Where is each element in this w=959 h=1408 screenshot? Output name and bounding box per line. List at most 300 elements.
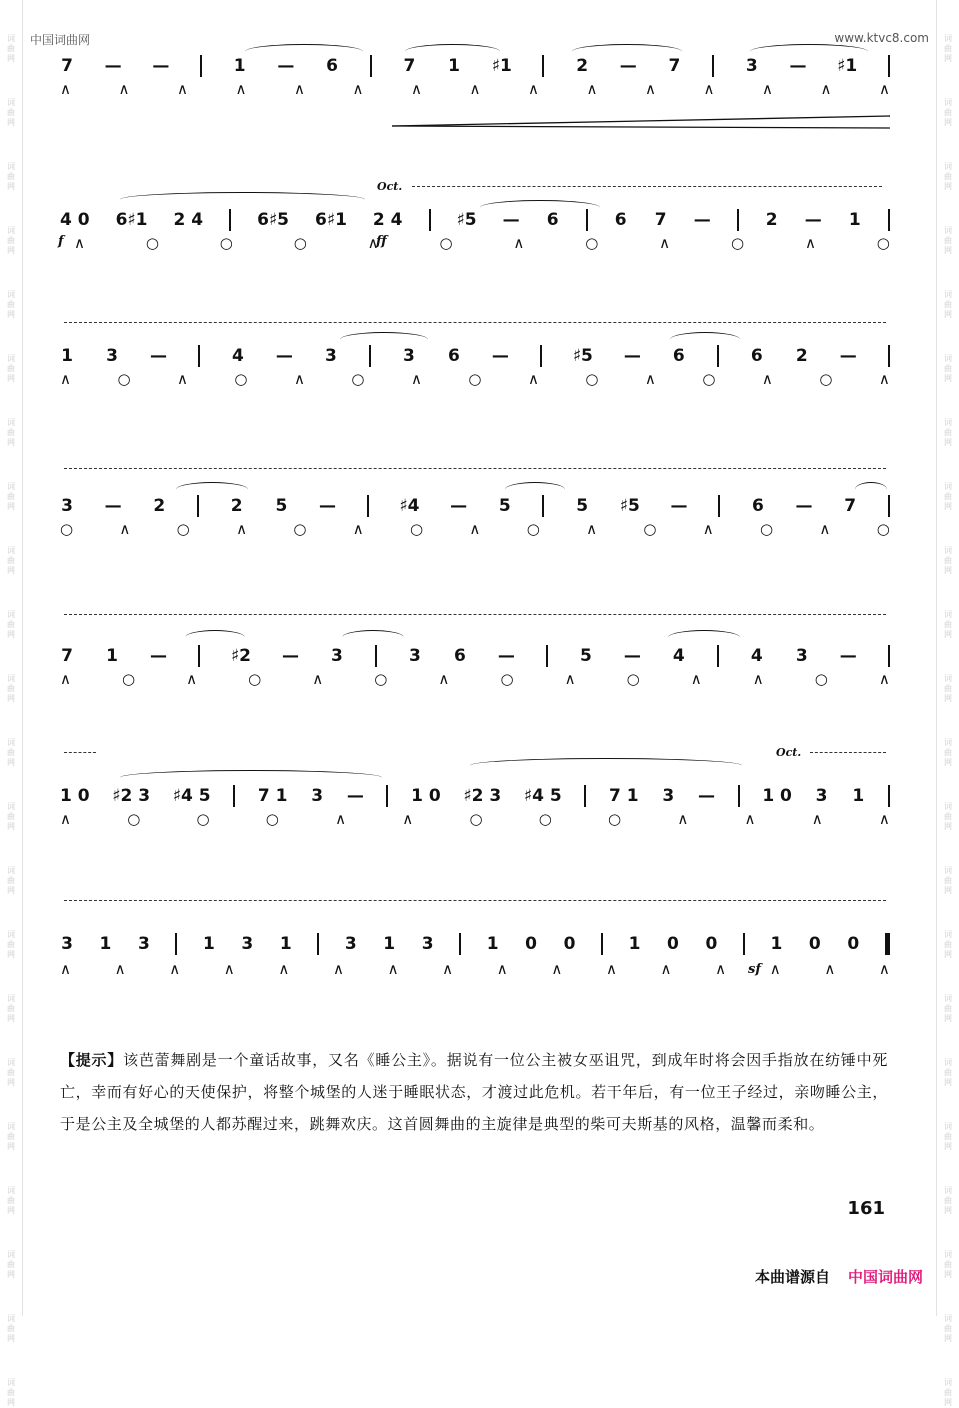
dash-extension: — (152, 56, 170, 76)
tip-text: 该芭蕾舞剧是一个童话故事，又名《睡公主》。据说有一位公主被女巫诅咒，到成年时将会因手指放在纺锤中死亡，幸而有好心的天使保护，将整个城堡的人迷于睡眠状态，才渡过此危机。若干年后，有一位王子经过，亲吻睡公主，于是公主及全城堡的人都苏醒过来，跳舞欢庆。这首圆舞曲的主旋律是典型的柴可夫斯基的风格，温馨而柔和。 (60, 1051, 889, 1133)
dynamic-sforzando: sf (748, 962, 761, 977)
strip-watermark-text: 词 曲 网 (7, 802, 15, 831)
dash-extension: — (497, 646, 515, 666)
note: 1 (628, 934, 641, 954)
open-mark: ○ (814, 670, 828, 688)
dash-extension: — (277, 56, 295, 76)
accent-mark: ∧ (312, 670, 324, 688)
articulation-line (60, 518, 890, 540)
dash-extension: — (623, 646, 641, 666)
open-mark: ○ (876, 520, 890, 538)
note: 2 (153, 496, 166, 516)
note: 1 0 (60, 786, 90, 806)
note: 3 (662, 786, 675, 806)
strip-watermark-text: 词 曲 网 (944, 1058, 952, 1087)
page-number: 161 (847, 1198, 885, 1219)
note: 7 (654, 210, 667, 230)
accent-mark: ∧ (811, 810, 823, 828)
strip-watermark-text: 词 曲 网 (944, 738, 952, 767)
strip-watermark-text: 词 曲 网 (944, 290, 952, 319)
accent-mark: ∧ (528, 80, 539, 98)
open-mark: ○ (643, 520, 657, 538)
octave-dashed-line (64, 752, 96, 753)
dash-extension: — (697, 786, 715, 806)
note: 6 (751, 496, 764, 516)
note-line (60, 342, 890, 370)
strip-watermark-text: 词 曲 网 (7, 354, 15, 383)
strip-watermark-text: 词 曲 网 (944, 1122, 952, 1151)
accent-mark: ∧ (878, 370, 890, 388)
barline (546, 645, 548, 667)
dash-extension: — (789, 56, 807, 76)
accent-mark: ∧ (335, 810, 347, 828)
accent-mark: ∧ (186, 670, 198, 688)
note: 2 (765, 210, 778, 230)
oct-label: Oct. (776, 746, 802, 759)
articulation-line (60, 808, 890, 830)
left-margin-strip (0, 0, 23, 1407)
open-mark: ○ (439, 234, 453, 252)
accent-mark: ∧ (236, 520, 248, 538)
barline (317, 933, 319, 955)
note: ♯4 (399, 496, 420, 516)
accent-mark: ∧ (352, 80, 364, 98)
barline (601, 933, 603, 955)
articulation-line (60, 368, 890, 390)
note: 1 (202, 934, 215, 954)
strip-watermark-text: 词 曲 网 (944, 546, 952, 575)
note: 0 (808, 934, 821, 954)
barline (540, 345, 542, 367)
accent-mark: ∧ (60, 670, 71, 688)
strip-watermark-text: 词 曲 网 (944, 226, 952, 255)
open-mark: ○ (538, 810, 552, 828)
watermark-url: www.ktvc8.com (834, 31, 929, 45)
accent-mark: ∧ (293, 370, 305, 388)
note: 6♯1 (315, 210, 347, 230)
strip-watermark-text: 词 曲 网 (7, 418, 15, 447)
octave-dashed-line (64, 900, 886, 901)
barline (718, 495, 720, 517)
strip-watermark-text: 词 曲 网 (944, 802, 952, 831)
barline (367, 495, 369, 517)
dash-extension: — (319, 496, 337, 516)
note: 3 (241, 934, 254, 954)
note: 4 (672, 646, 685, 666)
open-mark: ○ (60, 520, 74, 538)
dash-extension: — (839, 646, 857, 666)
open-mark: ○ (608, 810, 622, 828)
accent-mark: ∧ (605, 960, 617, 978)
note: 7 (61, 646, 73, 666)
accent-mark: ∧ (744, 810, 756, 828)
accent-mark: ∧ (644, 370, 656, 388)
accent-mark: ∧ (715, 960, 727, 978)
accent-mark: ∧ (660, 960, 672, 978)
open-mark: ○ (293, 234, 307, 252)
accent-mark: ∧ (469, 520, 481, 538)
note: 5 (576, 496, 589, 516)
note: 2 (795, 346, 808, 366)
strip-watermark-text: 词 曲 网 (944, 1314, 952, 1343)
accent-mark: ∧ (332, 960, 344, 978)
barline (459, 933, 461, 955)
accent-mark: ∧ (513, 234, 525, 252)
note: 6 (326, 56, 338, 76)
octave-dashed-line (810, 752, 886, 753)
accent-mark: ∧ (60, 80, 71, 98)
barline (542, 495, 544, 517)
dash-extension: — (795, 496, 813, 516)
accent-mark: ∧ (294, 80, 305, 98)
open-mark: ○ (731, 234, 745, 252)
note: 3 (815, 786, 828, 806)
note: 1 0 (411, 786, 441, 806)
note: 3 (61, 934, 73, 954)
open-mark: ○ (122, 670, 136, 688)
note: ♯5 (572, 346, 593, 366)
accent-mark: ∧ (114, 960, 126, 978)
open-mark: ○ (819, 370, 833, 388)
strip-watermark-text: 词 曲 网 (7, 226, 15, 255)
accent-mark: ∧ (564, 670, 576, 688)
strip-watermark-text: 词 曲 网 (7, 1058, 15, 1087)
accent-mark: ∧ (352, 520, 364, 538)
strip-watermark-text: 词 曲 网 (7, 162, 15, 191)
accent-mark: ∧ (74, 234, 85, 252)
open-mark: ○ (351, 370, 365, 388)
note-line (60, 206, 890, 234)
right-margin-strip (936, 0, 959, 1407)
strip-watermark-text: 词 曲 网 (7, 290, 15, 319)
note: 3 (421, 934, 434, 954)
dash-extension: — (491, 346, 509, 366)
note: 4 (232, 346, 244, 366)
open-mark: ○ (585, 234, 599, 252)
accent-mark: ∧ (223, 960, 235, 978)
accent-mark: ∧ (645, 80, 656, 98)
note: 2 (576, 56, 589, 76)
diminuendo-hairpin (392, 114, 892, 132)
open-mark: ○ (265, 810, 279, 828)
open-mark: ○ (526, 520, 540, 538)
tip-label: 【提示】 (60, 1051, 124, 1069)
accent-mark: ∧ (819, 520, 831, 538)
barline (743, 933, 745, 955)
barline (586, 209, 588, 231)
strip-watermark-text: 词 曲 网 (7, 738, 15, 767)
open-mark: ○ (374, 670, 388, 688)
note: 1 (770, 934, 783, 954)
dash-extension: — (104, 496, 122, 516)
strip-watermark-text: 词 曲 网 (944, 34, 952, 63)
note: 0 (847, 934, 860, 954)
strip-watermark-text: 词 曲 网 (7, 930, 15, 959)
accent-mark: ∧ (118, 80, 130, 98)
dash-extension: — (839, 346, 857, 366)
accent-mark: ∧ (769, 960, 781, 978)
accent-mark: ∧ (703, 80, 715, 98)
barline (717, 345, 719, 367)
note: 3 (344, 934, 357, 954)
note: ♯5 (456, 210, 477, 230)
note: 6♯1 (115, 210, 148, 230)
strip-watermark-text: 词 曲 网 (7, 98, 15, 127)
note: 6 (447, 346, 460, 366)
strip-watermark-text: 词 曲 网 (7, 994, 15, 1023)
note: 4 0 (60, 210, 90, 230)
accent-mark: ∧ (438, 670, 450, 688)
note: 1 (448, 56, 460, 76)
note: 2 4 (372, 210, 403, 230)
accent-mark: ∧ (690, 670, 702, 688)
open-mark: ○ (585, 370, 599, 388)
barline (233, 785, 235, 807)
note: 3 (331, 646, 343, 666)
open-mark: ○ (876, 234, 890, 252)
note: 7 1 (609, 786, 639, 806)
note: 6 (454, 646, 466, 666)
strip-watermark-text: 词 曲 网 (944, 674, 952, 703)
accent-mark: ∧ (119, 520, 131, 538)
dynamic-forte: f (58, 234, 64, 249)
note: 3 (745, 56, 758, 76)
strip-watermark-text: 词 曲 网 (944, 1378, 952, 1407)
barline (375, 645, 377, 667)
strip-watermark-text: 词 曲 网 (944, 994, 952, 1023)
note: 0 (667, 934, 679, 954)
accent-mark: ∧ (411, 80, 422, 98)
note-line (60, 782, 890, 810)
open-mark: ○ (760, 520, 774, 538)
note-line (60, 52, 890, 80)
accent-mark: ∧ (879, 80, 890, 98)
barline (888, 645, 890, 667)
strip-watermark-text: 词 曲 网 (944, 354, 952, 383)
note-line (60, 642, 890, 670)
open-mark: ○ (127, 810, 141, 828)
open-mark: ○ (702, 370, 716, 388)
note: 1 (486, 934, 499, 954)
barline (888, 495, 890, 517)
dash-extension: — (502, 210, 520, 230)
tip-paragraph (60, 1044, 888, 1140)
note: 2 4 (173, 210, 204, 230)
oct-label: Oct. (377, 180, 403, 193)
accent-mark: ∧ (60, 960, 71, 978)
accent-mark: ∧ (176, 370, 188, 388)
open-mark: ○ (176, 520, 190, 538)
accent-mark: ∧ (551, 960, 563, 978)
note: ♯4 5 (172, 786, 211, 806)
accent-mark: ∧ (586, 80, 598, 98)
note: 0 (705, 934, 718, 954)
note: 1 (279, 934, 292, 954)
strip-watermark-text: 词 曲 网 (7, 1186, 15, 1215)
note: 5 (275, 496, 288, 516)
dynamic-fortissimo: ff (376, 234, 387, 249)
accent-mark: ∧ (677, 810, 689, 828)
dash-extension: — (623, 346, 641, 366)
note-line (60, 930, 890, 958)
articulation-line (60, 78, 890, 100)
open-mark: ○ (469, 810, 483, 828)
accent-mark: ∧ (496, 960, 508, 978)
note: 3 (402, 346, 415, 366)
barline (888, 785, 890, 807)
articulation-line (74, 232, 890, 254)
note: ♯1 (837, 56, 858, 76)
accent-mark: ∧ (878, 810, 890, 828)
barline (888, 209, 890, 231)
watermark-site-name: 中国词曲网 (30, 33, 91, 47)
strip-watermark-text: 词 曲 网 (7, 866, 15, 895)
dash-extension: — (104, 56, 122, 76)
accent-mark: ∧ (586, 520, 598, 538)
accent-mark: ∧ (177, 80, 188, 98)
accent-mark: ∧ (527, 370, 539, 388)
octave-dashed-line (64, 614, 886, 615)
note: 7 (844, 496, 857, 516)
strip-watermark-text: 词 曲 网 (944, 866, 952, 895)
barline (229, 209, 231, 231)
octave-dashed-line (64, 322, 886, 323)
strip-watermark-text: 词 曲 网 (7, 1378, 15, 1407)
note: 1 (61, 346, 73, 366)
source-footer (755, 1266, 923, 1287)
strip-watermark-text: 词 曲 网 (7, 1314, 15, 1343)
strip-watermark-text: 词 曲 网 (7, 1250, 15, 1279)
open-mark: ○ (468, 370, 482, 388)
barline (712, 55, 714, 77)
accent-mark: ∧ (60, 370, 71, 388)
note: 4 (750, 646, 763, 666)
strip-watermark-text: 词 曲 网 (944, 1250, 952, 1279)
articulation-line (60, 668, 890, 690)
footer-brand: 中国词曲网 (847, 1268, 923, 1286)
strip-watermark-text: 词 曲 网 (944, 1186, 952, 1215)
dash-extension: — (693, 210, 711, 230)
note: 6 (614, 210, 627, 230)
note: 1 (383, 934, 396, 954)
accent-mark: ∧ (410, 370, 422, 388)
octave-dashed-line (64, 468, 886, 469)
strip-watermark-text: 词 曲 网 (7, 34, 15, 63)
accent-mark: ∧ (752, 670, 764, 688)
accent-mark: ∧ (60, 810, 71, 828)
strip-watermark-text: 词 曲 网 (7, 546, 15, 575)
accent-mark: ∧ (367, 234, 379, 252)
barline (738, 785, 740, 807)
strip-watermark-text: 词 曲 网 (944, 98, 952, 127)
accent-mark: ∧ (278, 960, 290, 978)
open-mark: ○ (410, 520, 424, 538)
note: 1 0 (762, 786, 792, 806)
accent-mark: ∧ (402, 810, 414, 828)
note: 1 (233, 56, 246, 76)
accent-mark: ∧ (761, 370, 773, 388)
accent-mark: ∧ (659, 234, 671, 252)
note: 1 (99, 934, 112, 954)
dash-extension: — (450, 496, 468, 516)
note: 6 (546, 210, 559, 230)
note: 3 (311, 786, 324, 806)
open-mark: ○ (234, 370, 248, 388)
accent-mark: ∧ (804, 234, 816, 252)
barline (888, 55, 890, 77)
note: 0 (563, 934, 576, 954)
dash-extension: — (275, 346, 293, 366)
dash-extension: — (149, 346, 167, 366)
accent-mark: ∧ (824, 960, 836, 978)
open-mark: ○ (219, 234, 233, 252)
accent-mark: ∧ (762, 80, 773, 98)
barline (717, 645, 719, 667)
barline (429, 209, 431, 231)
barline (198, 345, 200, 367)
open-mark: ○ (500, 670, 514, 688)
open-mark: ○ (196, 810, 210, 828)
note: 3 (106, 346, 118, 366)
dash-extension: — (281, 646, 299, 666)
strip-watermark-text: 词 曲 网 (944, 930, 952, 959)
barline (542, 55, 544, 77)
note: 3 (138, 934, 150, 954)
open-mark: ○ (293, 520, 307, 538)
barline (197, 495, 199, 517)
barline (200, 55, 202, 77)
note: ♯2 3 (112, 786, 151, 806)
accent-mark: ∧ (387, 960, 399, 978)
accent-mark: ∧ (702, 520, 714, 538)
note: ♯1 (491, 56, 512, 76)
accent-mark: ∧ (169, 960, 181, 978)
note: 0 (525, 934, 538, 954)
note: 7 (403, 56, 416, 76)
dash-extension: — (149, 646, 167, 666)
dash-extension: — (804, 210, 822, 230)
note: 1 (852, 786, 865, 806)
note: 5 (579, 646, 592, 666)
dash-extension: — (670, 496, 688, 516)
accent-mark: ∧ (469, 80, 481, 98)
open-mark: ○ (117, 370, 131, 388)
note: 1 (848, 210, 861, 230)
strip-watermark-text: 词 曲 网 (944, 418, 952, 447)
note: 6 (672, 346, 685, 366)
strip-watermark-text: 词 曲 网 (944, 610, 952, 639)
note: 7 (668, 56, 681, 76)
accent-mark: ∧ (442, 960, 454, 978)
note: 3 (324, 346, 337, 366)
barline (175, 933, 177, 955)
articulation-line (60, 958, 890, 980)
dash-extension: — (619, 56, 637, 76)
final-barline (885, 933, 890, 955)
barline (370, 55, 372, 77)
barline (369, 345, 371, 367)
accent-mark: ∧ (878, 670, 890, 688)
note: 7 1 (257, 786, 288, 806)
strip-watermark-text: 词 曲 网 (7, 674, 15, 703)
barline (198, 645, 200, 667)
note: 1 (106, 646, 118, 666)
strip-watermark-text: 词 曲 网 (944, 162, 952, 191)
accent-mark: ∧ (820, 80, 832, 98)
strip-watermark-text: 词 曲 网 (7, 610, 15, 639)
barline (737, 209, 739, 231)
strip-watermark-text: 词 曲 网 (7, 482, 15, 511)
